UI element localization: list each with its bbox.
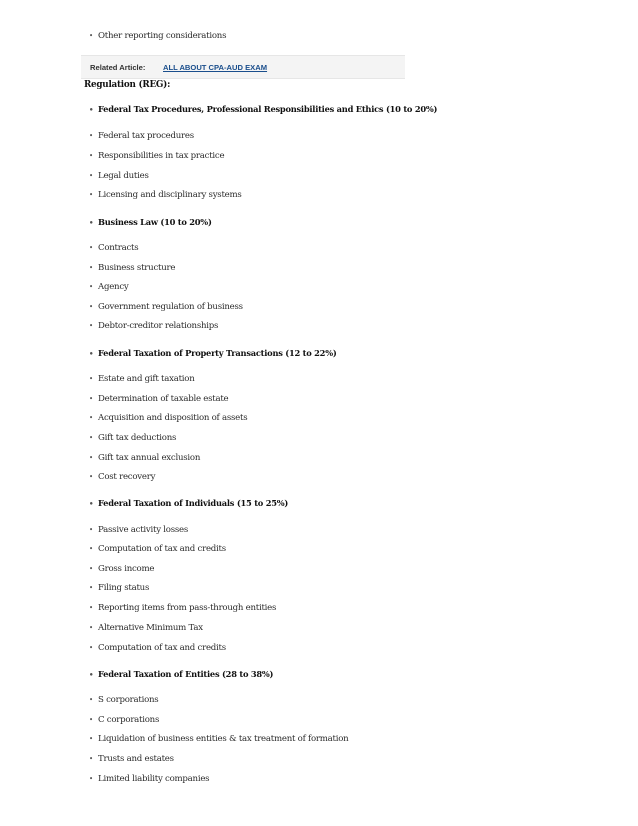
list-item: • Acquisition and disposition of assets bbox=[89, 413, 248, 423]
list-item: • Cost recovery bbox=[89, 472, 156, 482]
list-item: • Reporting items from pass-through entities bbox=[89, 603, 277, 613]
list-item: • Liquidation of business entities & tax treatment of formation bbox=[89, 734, 349, 744]
related-article-box bbox=[81, 55, 405, 79]
list-item: • S corporations bbox=[89, 695, 159, 705]
list-item: • Federal tax procedures bbox=[89, 131, 194, 141]
group-title: • Business Law (10 to 20%) bbox=[89, 217, 212, 227]
section-heading: Regulation (REG): bbox=[84, 80, 171, 90]
list-item: • Other reporting considerations bbox=[89, 31, 227, 41]
group-title: • Federal Tax Procedures, Professional Responsibilities and Ethics (10 to 20%) bbox=[89, 104, 438, 114]
list-item: • Debtor-creditor relationships bbox=[89, 321, 219, 331]
list-item: • Licensing and disciplinary systems bbox=[89, 190, 242, 200]
list-item: • Contracts bbox=[89, 243, 139, 253]
list-item: • Estate and gift taxation bbox=[89, 374, 195, 384]
list-item: • Computation of tax and credits bbox=[89, 643, 226, 653]
list-item: • Computation of tax and credits bbox=[89, 544, 226, 554]
list-item: • Limited liability companies bbox=[89, 774, 210, 784]
list-item: • Government regulation of business bbox=[89, 302, 243, 312]
list-item: • C corporations bbox=[89, 715, 160, 725]
list-item: • Determination of taxable estate bbox=[89, 394, 229, 404]
list-item: • Responsibilities in tax practice bbox=[89, 151, 225, 161]
group-title: • Federal Taxation of Property Transactions (12 to 22%) bbox=[89, 348, 337, 358]
group-title: • Federal Taxation of Entities (28 to 38%) bbox=[89, 669, 274, 679]
list-item: • Alternative Minimum Tax bbox=[89, 623, 203, 633]
related-article-link[interactable]: ALL ABOUT CPA-AUD EXAM bbox=[163, 63, 268, 72]
group-title: • Federal Taxation of Individuals (15 to 25%) bbox=[89, 498, 289, 508]
list-item: • Gift tax annual exclusion bbox=[89, 453, 201, 463]
list-item: • Trusts and estates bbox=[89, 754, 174, 764]
list-item: • Business structure bbox=[89, 263, 176, 273]
list-item: • Gross income bbox=[89, 564, 155, 574]
list-item: • Passive activity losses bbox=[89, 525, 189, 535]
list-item: • Filing status bbox=[89, 583, 150, 593]
list-item: • Legal duties bbox=[89, 171, 149, 181]
related-article-label: Related Article: bbox=[90, 63, 146, 72]
list-item: • Agency bbox=[89, 282, 129, 292]
list-item: • Gift tax deductions bbox=[89, 433, 177, 443]
